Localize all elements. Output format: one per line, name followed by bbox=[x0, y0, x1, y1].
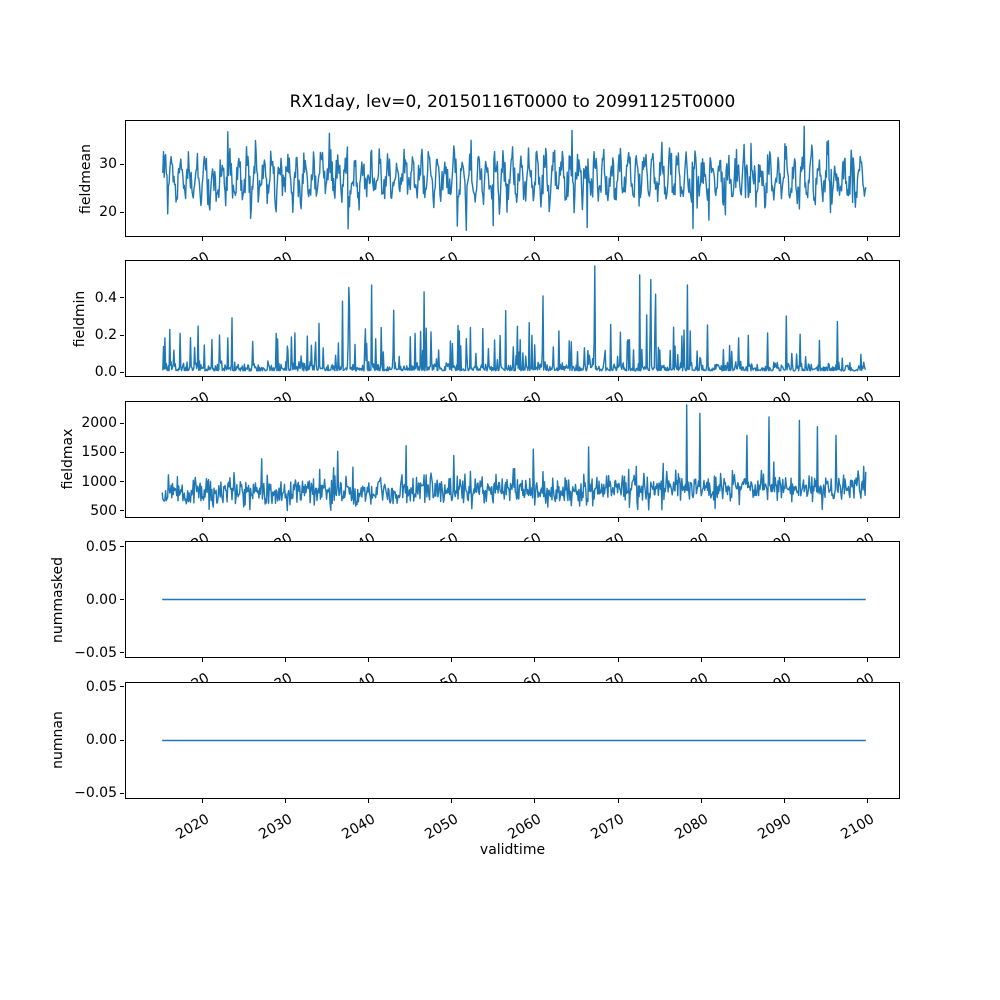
x-tick bbox=[784, 377, 785, 381]
panel-fieldmean bbox=[125, 120, 900, 237]
x-tick bbox=[701, 518, 702, 522]
y-tick bbox=[120, 452, 124, 453]
y-tick-label: 0.0 bbox=[94, 364, 117, 381]
x-tick bbox=[368, 799, 369, 803]
y-tick-label: 30 bbox=[99, 156, 117, 173]
x-tick bbox=[867, 799, 868, 803]
y-tick-label: 1000 bbox=[81, 473, 117, 490]
x-tick bbox=[867, 658, 868, 662]
x-tick bbox=[784, 518, 785, 522]
x-tick-label: 2060 bbox=[505, 810, 545, 843]
x-tick bbox=[867, 237, 868, 241]
x-tick bbox=[285, 377, 286, 381]
x-tick-label: 2020 bbox=[173, 810, 212, 843]
x-tick bbox=[451, 799, 452, 803]
x-tick bbox=[202, 518, 203, 522]
x-tick bbox=[618, 799, 619, 803]
x-tick bbox=[534, 377, 535, 381]
panel-nummasked bbox=[125, 541, 900, 658]
x-tick bbox=[784, 658, 785, 662]
x-tick bbox=[285, 237, 286, 241]
chart-title: RX1day, lev=0, 20150116T0000 to 20991125T0000 bbox=[289, 92, 736, 112]
y-tick bbox=[120, 212, 124, 213]
x-tick bbox=[618, 377, 619, 381]
x-tick bbox=[368, 518, 369, 522]
panel-fieldmin bbox=[125, 260, 900, 377]
x-tick bbox=[368, 658, 369, 662]
x-tick bbox=[701, 237, 702, 241]
plot-area-fieldmean bbox=[126, 121, 899, 236]
x-tick bbox=[202, 799, 203, 803]
x-tick-label: 2040 bbox=[339, 810, 379, 843]
y-axis-label-numnan: numnan bbox=[50, 711, 66, 769]
y-tick bbox=[120, 793, 124, 794]
y-tick-label: 500 bbox=[90, 502, 117, 519]
plot-area-numnan bbox=[126, 683, 899, 798]
plot-area-nummasked bbox=[126, 542, 899, 657]
x-tick bbox=[618, 237, 619, 241]
y-tick bbox=[120, 164, 124, 165]
y-axis-label-fieldmax: fieldmax bbox=[60, 428, 76, 490]
y-tick-label: 0.05 bbox=[85, 678, 117, 695]
x-tick bbox=[534, 518, 535, 522]
plot-area-fieldmin bbox=[126, 261, 899, 376]
x-tick bbox=[534, 799, 535, 803]
y-tick-label: 0.4 bbox=[94, 289, 117, 306]
x-tick bbox=[701, 799, 702, 803]
series-line-fieldmin bbox=[162, 266, 866, 371]
y-tick bbox=[120, 297, 124, 298]
x-tick-label: 2070 bbox=[588, 810, 628, 843]
x-tick bbox=[202, 377, 203, 381]
x-tick bbox=[368, 237, 369, 241]
y-tick bbox=[120, 599, 124, 600]
y-tick-label: 1500 bbox=[81, 444, 117, 461]
plot-area-fieldmax bbox=[126, 402, 899, 517]
x-tick bbox=[784, 237, 785, 241]
y-tick bbox=[120, 372, 124, 373]
y-tick-label: 0.00 bbox=[85, 732, 117, 749]
x-tick bbox=[534, 237, 535, 241]
x-tick bbox=[784, 799, 785, 803]
y-tick bbox=[120, 686, 124, 687]
y-axis-label-nummasked: nummasked bbox=[50, 556, 66, 643]
x-tick bbox=[618, 658, 619, 662]
x-tick-label: 2050 bbox=[422, 810, 462, 843]
y-axis-label-fieldmean: fieldmean bbox=[78, 143, 94, 214]
x-tick-label: 2100 bbox=[838, 810, 877, 843]
x-tick bbox=[368, 377, 369, 381]
x-tick bbox=[285, 658, 286, 662]
x-tick bbox=[451, 518, 452, 522]
x-tick bbox=[202, 237, 203, 241]
y-axis-label-fieldmin: fieldmin bbox=[72, 290, 88, 348]
y-tick bbox=[120, 423, 124, 424]
x-tick-label: 2030 bbox=[256, 810, 296, 843]
x-tick bbox=[285, 799, 286, 803]
panel-fieldmax bbox=[125, 401, 900, 518]
y-tick bbox=[120, 652, 124, 653]
x-tick bbox=[451, 658, 452, 662]
x-tick bbox=[451, 237, 452, 241]
x-tick bbox=[618, 518, 619, 522]
x-axis-label: validtime bbox=[479, 842, 546, 858]
x-tick bbox=[285, 518, 286, 522]
y-tick bbox=[120, 740, 124, 741]
y-tick-label: 0.00 bbox=[85, 591, 117, 608]
x-tick bbox=[867, 377, 868, 381]
x-tick bbox=[701, 377, 702, 381]
x-tick bbox=[451, 377, 452, 381]
x-tick-label: 2080 bbox=[671, 810, 711, 843]
x-tick bbox=[867, 518, 868, 522]
y-tick-label: −0.05 bbox=[74, 644, 117, 661]
panel-numnan bbox=[125, 682, 900, 799]
y-tick-label: 0.2 bbox=[94, 327, 117, 344]
x-tick bbox=[701, 658, 702, 662]
y-tick bbox=[120, 335, 124, 336]
y-tick bbox=[120, 510, 124, 511]
y-tick-label: −0.05 bbox=[74, 785, 117, 802]
series-line-fieldmean bbox=[162, 126, 866, 230]
x-tick-label: 2090 bbox=[755, 810, 794, 843]
y-tick bbox=[120, 546, 124, 547]
y-tick-label: 20 bbox=[99, 204, 117, 221]
x-tick bbox=[534, 658, 535, 662]
y-tick-label: 2000 bbox=[81, 415, 117, 432]
x-tick bbox=[202, 658, 203, 662]
series-line-fieldmax bbox=[162, 405, 866, 511]
y-tick bbox=[120, 481, 124, 482]
y-tick-label: 0.05 bbox=[85, 538, 117, 555]
